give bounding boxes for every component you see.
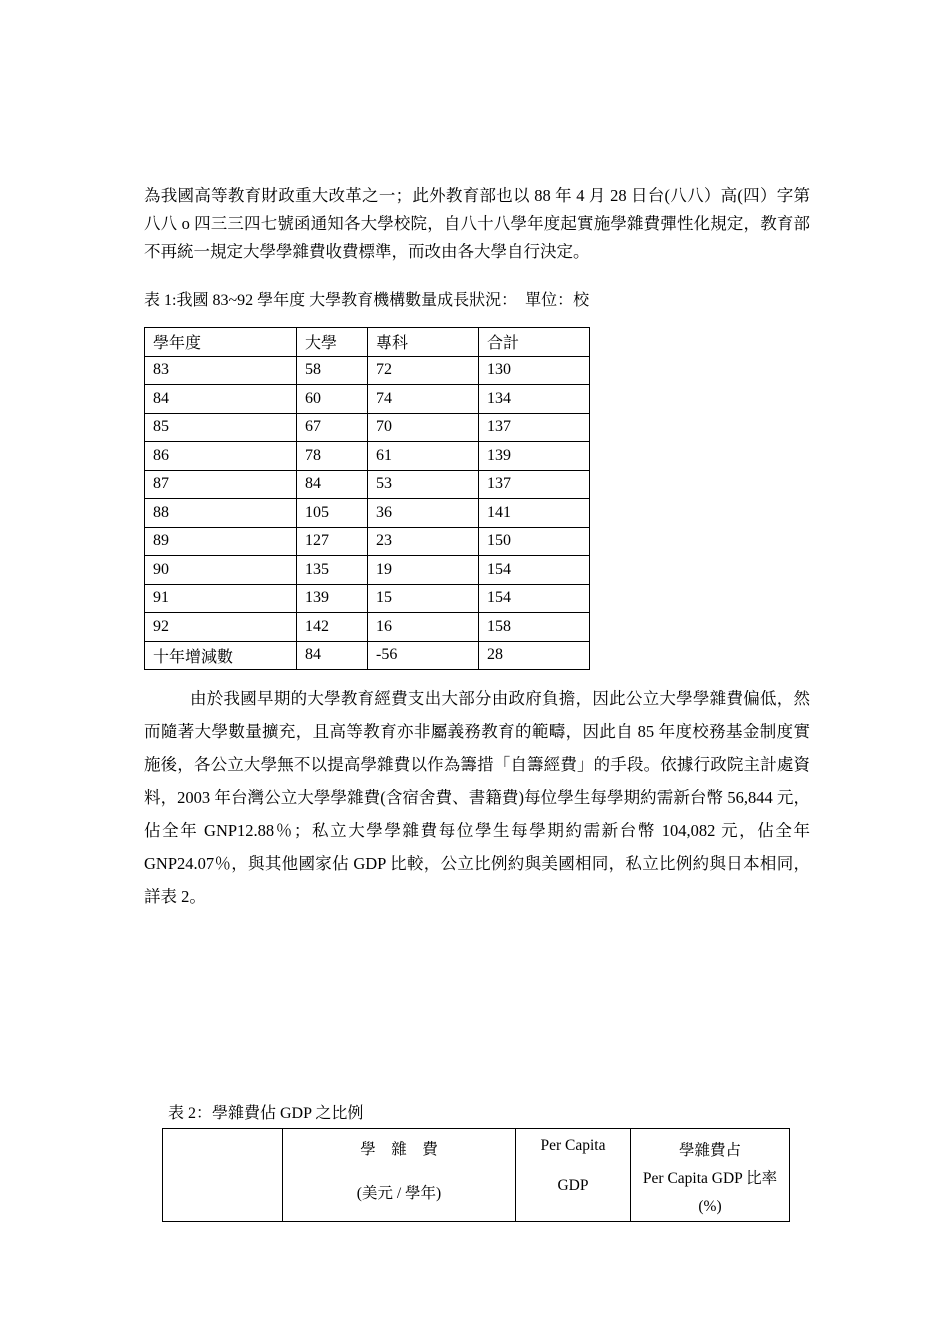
cell-total: 134: [479, 385, 590, 414]
table-row: [145, 385, 590, 414]
cell-junior-college: -56: [368, 641, 479, 670]
cell-total: 137: [479, 470, 590, 499]
cell-university: 67: [297, 413, 368, 442]
header-university: 大學: [297, 328, 368, 357]
table-row: [145, 584, 590, 613]
table-row: [145, 556, 590, 585]
header-junior-college: 專科: [368, 328, 479, 357]
cell-university: 60: [297, 385, 368, 414]
cell-year: 90: [145, 556, 297, 585]
cell-junior-college: 61: [368, 442, 479, 471]
header-tuition: [283, 1129, 516, 1222]
cell-junior-college: 19: [368, 556, 479, 585]
table-row: [145, 470, 590, 499]
tuition-gdp-table: [162, 1128, 790, 1222]
tuition-unit: (美元 / 學年): [356, 1185, 442, 1202]
cell-total: 130: [479, 356, 590, 385]
cell-university: 105: [297, 499, 368, 528]
cell-university: 78: [297, 442, 368, 471]
header-country: [163, 1129, 283, 1222]
cell-year: 十年增減數: [145, 641, 297, 670]
cell-junior-college: 36: [368, 499, 479, 528]
table-header-row: [145, 328, 590, 357]
cell-total: 158: [479, 613, 590, 642]
per-capita-label: Per Capita: [540, 1137, 606, 1154]
table-row: [145, 613, 590, 642]
cell-total: 139: [479, 442, 590, 471]
institution-count-table: [144, 327, 590, 670]
cell-junior-college: 74: [368, 385, 479, 414]
cell-total: 154: [479, 584, 590, 613]
cell-year: 86: [145, 442, 297, 471]
cell-junior-college: 16: [368, 613, 479, 642]
table-row: [145, 442, 590, 471]
cell-total: 141: [479, 499, 590, 528]
cell-university: 142: [297, 613, 368, 642]
cell-year: 88: [145, 499, 297, 528]
cell-junior-college: 15: [368, 584, 479, 613]
cell-junior-college: 53: [368, 470, 479, 499]
table2-caption: 表 2：學雜費佔 GDP 之比例: [168, 1105, 364, 1122]
table-row: [145, 527, 590, 556]
ratio-label-3: (%): [698, 1198, 722, 1215]
cell-total: 150: [479, 527, 590, 556]
table-row: [145, 641, 590, 670]
table-row: [145, 413, 590, 442]
cell-year: 91: [145, 584, 297, 613]
header-academic-year: 學年度: [145, 328, 297, 357]
cell-university: 135: [297, 556, 368, 585]
cell-year: 85: [145, 413, 297, 442]
cell-university: 84: [297, 641, 368, 670]
header-per-capita-gdp: [516, 1129, 631, 1222]
header-tuition-ratio: [631, 1129, 790, 1222]
cell-university: 139: [297, 584, 368, 613]
cell-junior-college: 70: [368, 413, 479, 442]
table-header-row: [163, 1129, 790, 1222]
cell-university: 58: [297, 356, 368, 385]
table-row: [145, 356, 590, 385]
cell-year: 84: [145, 385, 297, 414]
table1-caption: 表 1:我國 83~92 學年度 大學教育機構數量成長狀況： 單位：校: [144, 292, 590, 309]
cell-year: 89: [145, 527, 297, 556]
body-paragraph-1: 為我國高等教育財政重大改革之一；此外教育部也以 88 年 4 月 28 日台(八八）高(四）字第八八 o 四三三四七號函通知各大學校院，自八十八學年度起實施學雜費彈性化規定，教育部不再統一規定大學學雜費收費標準，而改由各大學自行決定。: [144, 186, 810, 261]
cell-total: 28: [479, 641, 590, 670]
cell-junior-college: 72: [368, 356, 479, 385]
body-paragraph-2: 由於我國早期的大學教育經費支出大部分由政府負擔，因此公立大學學雜費偏低，然而隨著大學數量擴充，且高等教育亦非屬義務教育的範疇，因此自 85 年度校務基金制度實施後，各公立大學無不以提高學雜費以作為籌措「自籌經費」的手段。依據行政院主計處資料，2003 年台灣公立大學學雜費(含宿舍費、書籍費)每位學生每學期約需新台幣 56,844 元，佔全年 GNP12.88％；私立大學學雜費每位學生每學期約需新台幣 104,082 元，佔全年 GNP24.07％，與其他國家佔 GDP 比較，公立比例約與美國相同，私立比例約與日本相同，詳表 2。: [144, 689, 810, 906]
cell-total: 154: [479, 556, 590, 585]
cell-university: 127: [297, 527, 368, 556]
header-total: 合計: [479, 328, 590, 357]
cell-year: 87: [145, 470, 297, 499]
gdp-label: GDP: [557, 1177, 589, 1194]
cell-junior-college: 23: [368, 527, 479, 556]
cell-university: 84: [297, 470, 368, 499]
tuition-label: 學 雜 費: [360, 1141, 438, 1158]
cell-total: 137: [479, 413, 590, 442]
cell-year: 83: [145, 356, 297, 385]
table-row: [145, 499, 590, 528]
cell-year: 92: [145, 613, 297, 642]
ratio-label-1: 學雜費占: [678, 1142, 741, 1159]
ratio-label-2: Per Capita GDP 比率: [642, 1170, 778, 1187]
